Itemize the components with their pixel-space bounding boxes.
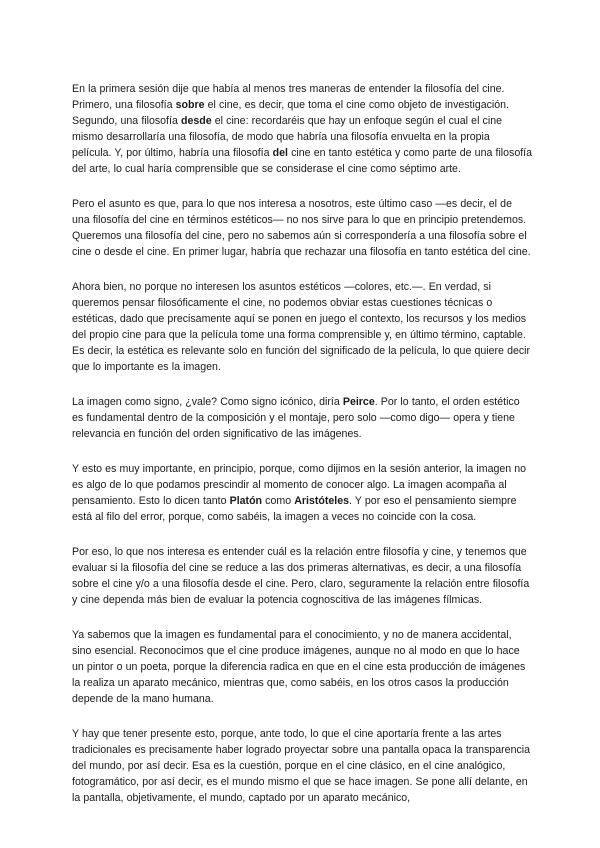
text-run: La imagen como signo, ¿vale? Como signo icónico, diría xyxy=(72,396,343,408)
bold-term: Peirce xyxy=(342,396,375,408)
body-paragraph xyxy=(72,279,532,375)
bold-term: Aristóteles xyxy=(294,495,349,507)
text-run: como xyxy=(262,495,295,507)
document-body xyxy=(72,81,532,825)
text-run: cine en tanto estética y como parte de una filosofía del arte, lo cual haría comprensible que se considerase el cine como séptimo arte. xyxy=(72,147,533,175)
bold-term: desde xyxy=(180,115,212,127)
text-run: Pero el asunto es que, para lo que nos interesa a nosotros, este último caso —es decir, el de una filosofía del cine en términos estéticos— no nos sirve para lo que en principio pretendemos. Queremos una filosofía del cine, pero no sabemos aún si correspondería a una filosofía sobre el cine o desde el cine. En primer lugar, habría que rechazar una filosofía en tanto estética del cine. xyxy=(72,198,531,258)
text-run: . Y por eso el pensamiento siempre está al filo del error, porque, como sabéis, la imagen a veces no coincide con la cosa. xyxy=(72,495,517,523)
bold-term: del xyxy=(272,147,288,159)
text-run: Ahora bien, no porque no interesen los asuntos estéticos —colores, etc.—. En verdad, si queremos pensar filosóficamente el cine, no podemos obviar estas cuestiones técnicas o estéticas, dado que precisamente aquí se ponen en juego el contexto, los recursos y los medios del propio cine para que la película tome una forma comprensible y, en último término, captable. Es decir, la estética es relevante solo en función del significado de la película, lo que quiere decir que lo importante es la imagen. xyxy=(72,281,531,373)
text-run: En la primera sesión dije que había al menos tres maneras de entender la filosofía del cine. Primero, una filosofía xyxy=(72,83,505,111)
bold-term: sobre xyxy=(175,99,205,111)
bold-term: Platón xyxy=(229,495,263,507)
body-paragraph xyxy=(72,196,532,260)
body-paragraph xyxy=(72,461,532,525)
body-paragraph xyxy=(72,627,532,707)
body-paragraph xyxy=(72,81,532,177)
text-run: Y esto es muy importante, en principio, porque, como dijimos en la sesión anterior, la imagen no es algo de lo que podamos prescindir al momento de conocer algo. La imagen acompaña al pensamiento. Esto lo dicen tanto xyxy=(72,463,527,507)
text-run: Y hay que tener presente esto, porque, ante todo, lo que el cine aportaría frente a las artes tradicionales es precisamente haber logrado proyectar sobre una pantalla opaca la transparencia del mundo, por así decir. Esa es la cuestión, porque en el cine clásico, en el cine analógico, fotogramático, por así decir, es el mundo mismo el que se hace imagen. Se pone allí delante, en la pantalla, objetivamente, el mundo, captado por un aparato mecánico, xyxy=(72,728,531,804)
body-paragraph xyxy=(72,394,532,442)
text-run: . Por lo tanto, el orden estético es fundamental dentro de la composición y el montaje, pero solo —como digo— opera y tiene relevancia en función del orden significativo de las imágenes. xyxy=(72,396,520,440)
body-paragraph xyxy=(72,726,532,806)
body-paragraph xyxy=(72,544,532,608)
text-run: Ya sabemos que la imagen es fundamental para el conocimiento, y no de manera accidental, sino esencial. Reconocimos que el cine produce imágenes, aunque no al modo en que lo hace un pintor o un poeta, porque la diferencia radica en que en el cine esta producción de imágenes la realiza un aparato mecánico, mientras que, como sabéis, en los otros casos la producción depende de la mano humana. xyxy=(72,629,526,705)
text-run: el cine: recordaréis que hay un enfoque según el cual el cine mismo desarrollaría una filosofía, de modo que habría una filosofía envuelta en la propia película. Y, por último, habría una filosofía xyxy=(72,115,502,159)
text-run: el cine, es decir, que toma el cine como objeto de investigación. Segundo, una filosofía xyxy=(72,99,510,127)
text-run: Por eso, lo que nos interesa es entender cuál es la relación entre filosofía y cine, y tenemos que evaluar si la filosofía del cine se reduce a las dos primeras alternativas, es decir, a una filosofía sobre el cine y/o a una filosofía desde el cine. Pero, claro, seguramente la relación entre filosofía y cine dependa más bien de evaluar la potencia cognoscitiva de las imágenes fílmicas. xyxy=(72,546,530,606)
